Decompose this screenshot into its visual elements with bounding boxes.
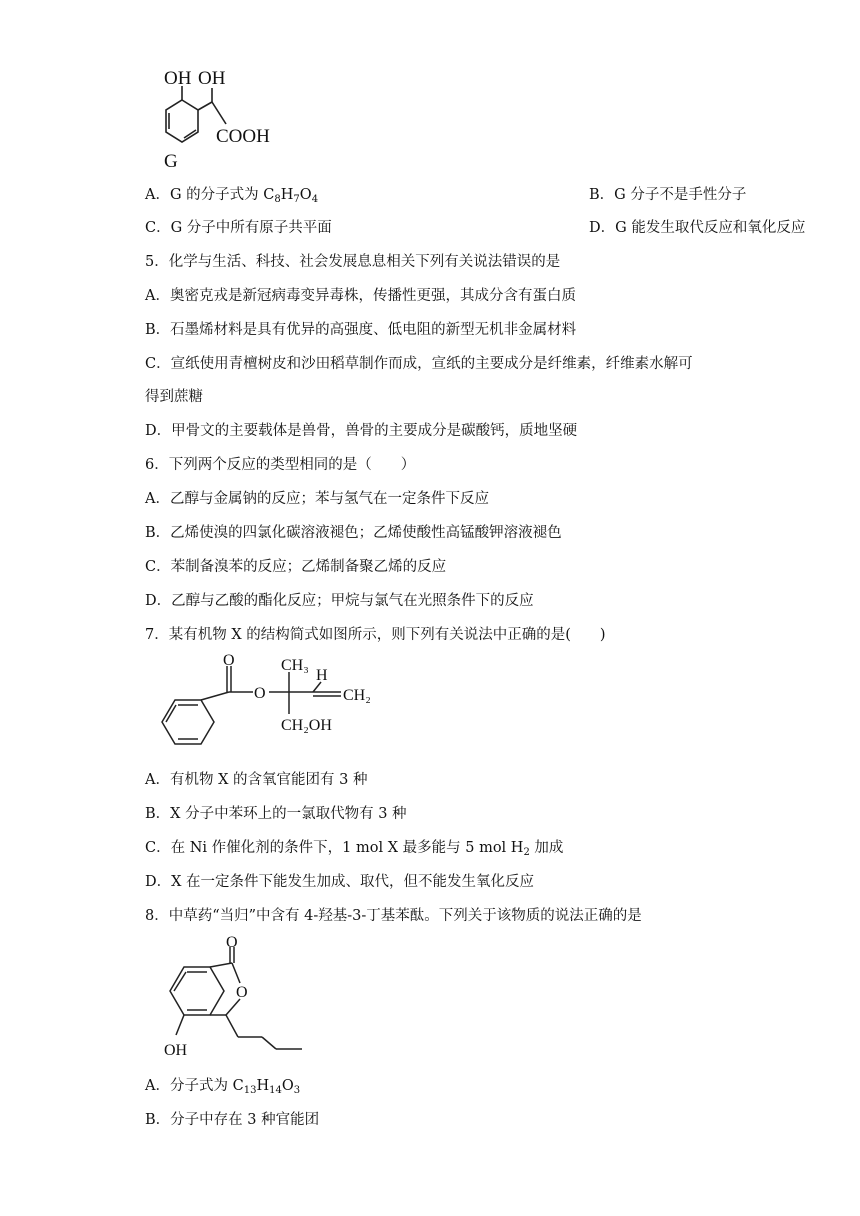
q5-option-c: C．宣纸使用青檀树皮和沙田稻草制作而成，宣纸的主要成分是纤维素，纤维素水解可 xyxy=(145,356,693,372)
q7-option-b: B．X 分子中苯环上的一氯取代物有 3 种 xyxy=(145,806,407,822)
q5-option-c-cont: 得到蔗糖 xyxy=(145,389,203,405)
q4-formula-c: C xyxy=(263,187,275,203)
x-o-carbonyl: O xyxy=(223,652,235,669)
q7-option-c-suffix: 加成 xyxy=(529,840,564,856)
q4-formula-n2: 7 xyxy=(293,194,300,205)
q4-option-a: A．G 的分子式为 xyxy=(145,187,264,203)
q8-stem: 8．中草药“当归”中含有 4-羟基-3-丁基苯酞。下列关于该物质的说法正确的是 xyxy=(145,908,642,924)
q7-option-c: C．在 Ni 作催化剂的条件下，1 mol X 最多能与 5 mol H xyxy=(145,840,524,856)
q8-formula-n2: 14 xyxy=(269,1085,282,1096)
g-oh-label-1: OH xyxy=(164,68,192,89)
q6-stem: 6．下列两个反应的类型相同的是（ ） xyxy=(145,457,416,473)
q7-option-c-row xyxy=(145,838,563,863)
q4-option-b: B．G 分子不是手性分子 xyxy=(589,187,747,203)
bp-oh-label: OH xyxy=(164,1042,188,1059)
g-name-label: G xyxy=(164,151,178,172)
q5-option-a: A．奥密克戎是新冠病毒变异毒株，传播性更强，其成分含有蛋白质 xyxy=(145,288,576,304)
x-h-label: H xyxy=(316,667,328,684)
q5-option-d: D．甲骨文的主要载体是兽骨，兽骨的主要成分是碳酸钙，质地坚硬 xyxy=(145,423,578,439)
q4-formula-n3: 4 xyxy=(311,194,319,205)
compound-x-structure xyxy=(145,652,385,762)
x-ch2oh-label: CH₂OH xyxy=(281,717,332,734)
bp-o-ring: O xyxy=(236,984,248,1001)
q8-option-a: A．分子式为 xyxy=(145,1078,233,1094)
q4-formula-h: H xyxy=(280,187,294,203)
q4-option-c: C．G 分子中所有原子共平面 xyxy=(145,220,332,236)
q7-option-c-sub: 2 xyxy=(523,847,530,858)
q6-option-a: A．乙醇与金属钠的反应；苯与氢气在一定条件下反应 xyxy=(145,491,489,507)
q4-formula-o: O xyxy=(299,187,312,203)
q5-stem: 5．化学与生活、科技、社会发展息息相关下列有关说法错误的是 xyxy=(145,254,561,270)
g-cooh-label: COOH xyxy=(216,126,270,147)
q6-option-c: C．苯制备溴苯的反应；乙烯制备聚乙烯的反应 xyxy=(145,559,447,575)
q6-option-b: B．乙烯使溴的四氯化碳溶液褪色；乙烯使酸性高锰酸钾溶液褪色 xyxy=(145,525,562,541)
q8-option-b: B．分子中存在 3 种官能团 xyxy=(145,1112,320,1128)
q4-option-a-row xyxy=(145,185,747,210)
q7-option-a: A．有机物 X 的含氧官能团有 3 种 xyxy=(145,772,368,788)
x-ch3-label: CH₃ xyxy=(281,657,309,674)
q8-formula-c: C xyxy=(232,1078,244,1094)
x-o-ester: O xyxy=(254,685,266,702)
q4-option-c-row xyxy=(145,218,806,238)
q4-option-d: D．G 能发生取代反应和氧化反应 xyxy=(589,220,806,236)
compound-g-structure xyxy=(140,62,300,172)
q8-formula-o: O xyxy=(281,1078,294,1094)
q8-formula-n3: 3 xyxy=(293,1085,301,1096)
q6-option-d: D．乙醇与乙酸的酯化反应；甲烷与氯气在光照条件下的反应 xyxy=(145,593,534,609)
butylphthalide-structure xyxy=(140,935,320,1065)
q7-option-d: D．X 在一定条件下能发生加成、取代，但不能发生氧化反应 xyxy=(145,874,535,890)
q8-formula-n1: 13 xyxy=(243,1085,257,1096)
g-oh-label-2: OH xyxy=(198,68,226,89)
x-ch2-label: CH₂ xyxy=(343,687,371,704)
q4-formula-n1: 8 xyxy=(274,194,281,205)
bp-o-carbonyl: O xyxy=(226,935,238,951)
q8-option-a-row xyxy=(145,1076,300,1101)
q5-option-b: B．石墨烯材料是具有优异的高强度、低电阻的新型无机非金属材料 xyxy=(145,322,577,338)
q8-formula-h: H xyxy=(256,1078,270,1094)
q7-stem: 7．某有机物 X 的结构简式如图所示，则下列有关说法中正确的是( ) xyxy=(145,627,606,643)
